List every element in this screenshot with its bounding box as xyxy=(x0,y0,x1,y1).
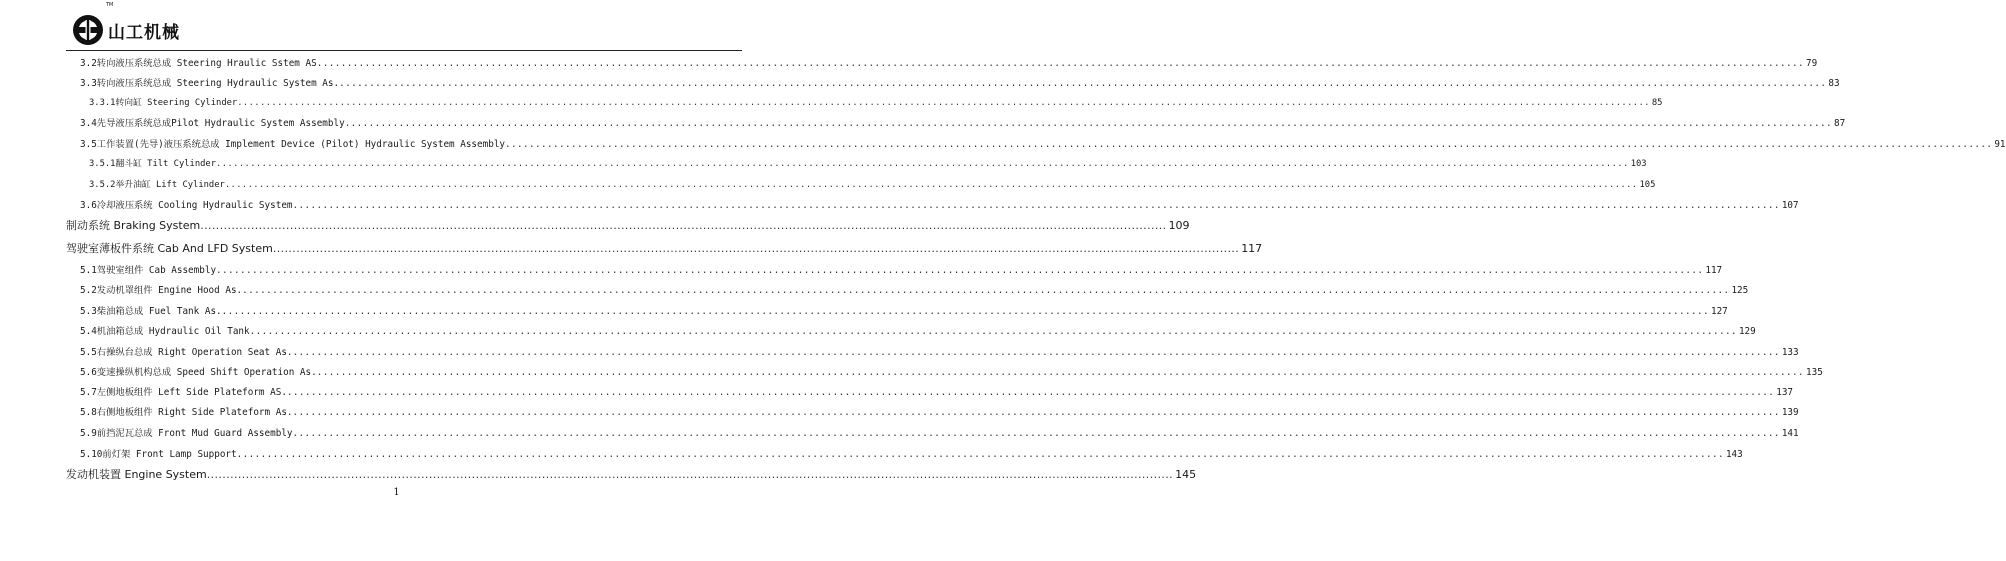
toc-entry-number: 5.10 xyxy=(80,449,103,460)
toc-entry-title: 转向缸 Steering Cylinder xyxy=(115,98,238,108)
dot-leader xyxy=(216,265,1703,276)
dot-leader xyxy=(207,468,1173,481)
dot-leader xyxy=(345,118,1832,129)
toc-entry[interactable] xyxy=(80,344,1799,358)
toc-entry[interactable] xyxy=(80,404,1799,418)
toc-entry-number: 5.9 xyxy=(80,428,97,439)
dot-leader xyxy=(293,200,1780,211)
toc-entry-title: 前灯架 Front Lamp Support xyxy=(102,449,237,460)
toc-entry-page: 127 xyxy=(1710,306,1728,317)
dot-leader xyxy=(339,78,1826,89)
toc-entry[interactable] xyxy=(80,303,1728,317)
toc-entry-title: 发动机装置 Engine System xyxy=(66,468,207,481)
toc-entry-page: 107 xyxy=(1781,200,1799,211)
toc-entry-number: 5.4 xyxy=(80,326,97,337)
toc-entry-number: 3.4 xyxy=(80,118,97,129)
toc-entry[interactable] xyxy=(80,197,1799,211)
toc-entry[interactable] xyxy=(66,217,1190,233)
dot-leader xyxy=(225,180,1638,190)
toc-entry[interactable] xyxy=(80,55,1818,69)
toc-entry[interactable] xyxy=(80,425,1799,439)
toc-entry-title: 柴油箱总成 Fuel Tank As. xyxy=(96,306,222,317)
toc-entry[interactable] xyxy=(80,446,1743,460)
toc-entry-title: 右侧地板组件 Right Side Plateform As. xyxy=(96,407,293,418)
sdlg-logo-icon xyxy=(72,14,104,46)
toc-entry-title: 驾驶室薄板件系统 Cab And LFD System xyxy=(66,242,273,255)
toc-entry-number: 5.3 xyxy=(80,306,97,317)
dot-leader xyxy=(200,219,1166,232)
toc-entry-number: 5.6 xyxy=(80,367,97,378)
toc-entry-number: 5.2 xyxy=(80,285,97,296)
toc-entry-page: 87 xyxy=(1834,118,1846,129)
toc-entry-title: 机油箱总成 Hydraulic Oil Tank xyxy=(96,326,250,337)
toc-entry-page: 117 xyxy=(1705,265,1723,276)
toc-entry-page: 109 xyxy=(1168,219,1190,232)
toc-entry-page: 133 xyxy=(1781,347,1799,358)
header-rule xyxy=(66,50,742,51)
toc-entry-title: 左侧地板组件 Left Side Plateform AS. xyxy=(96,387,287,398)
dot-leader xyxy=(273,242,1239,255)
toc-entry-page: 83 xyxy=(1828,78,1840,89)
toc-entry-number: 3.5.2 xyxy=(89,180,116,190)
toc-entry-page: 91 xyxy=(1994,139,2006,150)
toc-entry-page: 139 xyxy=(1781,407,1799,418)
toc-entry[interactable] xyxy=(89,156,1647,169)
toc-entry-page: 135 xyxy=(1806,367,1823,378)
dot-leader xyxy=(317,367,1804,378)
toc-entry[interactable] xyxy=(89,177,1656,190)
toc-entry[interactable] xyxy=(80,384,1794,398)
dot-leader xyxy=(287,387,1774,398)
toc-entry[interactable] xyxy=(66,240,1263,256)
toc-entry-number: 3.5 xyxy=(80,139,97,150)
toc-entry[interactable] xyxy=(89,95,1663,108)
page-number: 1 xyxy=(393,487,400,498)
dot-leader xyxy=(293,347,1780,358)
toc-entry[interactable] xyxy=(80,323,1756,337)
toc-entry-number: 5.8 xyxy=(80,407,97,418)
toc-entry-title: 工作装置(先导)液压系统总成 Implement Device (Pilot) Hydraulic System Assembly xyxy=(96,139,506,150)
toc-entry-number: 3.2 xyxy=(80,58,97,69)
toc-entry-title: 发动机罩组件 Engine Hood As. xyxy=(96,285,243,296)
toc-entry[interactable] xyxy=(80,262,1723,276)
toc-entry[interactable] xyxy=(80,364,1823,378)
toc-entry-number: 5.5 xyxy=(80,347,97,358)
toc-entry-title: 驾驶室组件 Cab Assembly xyxy=(96,265,217,276)
toc-entry-title: 转向液压系统总成 Steering Hydraulic System As. xyxy=(96,78,340,89)
dot-leader xyxy=(242,285,1729,296)
dot-leader xyxy=(237,449,1724,460)
dot-leader xyxy=(250,326,1737,337)
toc-entry-page: 79 xyxy=(1806,58,1818,69)
toc-entry-page: 125 xyxy=(1731,285,1749,296)
toc-entry-title: 举升油缸 Lift Cylinder xyxy=(115,180,225,190)
trademark-mark: TM xyxy=(106,2,114,8)
toc-entry-page: 143 xyxy=(1725,449,1743,460)
toc-entry-page: 85 xyxy=(1651,98,1663,108)
dot-leader xyxy=(237,98,1650,108)
dot-leader xyxy=(222,306,1709,317)
toc-entry[interactable] xyxy=(66,466,1197,482)
toc-entry-page: 137 xyxy=(1776,387,1794,398)
toc-entry[interactable] xyxy=(80,136,2006,150)
toc-entry-title: 右操纵台总成 Right Operation Seat As. xyxy=(96,347,293,358)
dot-leader xyxy=(505,139,1992,150)
toc-entry-number: 3.3 xyxy=(80,78,97,89)
toc-entry-title: 翻斗缸 Tilt Cylinder xyxy=(115,159,217,169)
toc-entry-page: 117 xyxy=(1241,242,1263,255)
toc-entry-number: 5.1 xyxy=(80,265,97,276)
toc-entry-title: 前挡泥瓦总成 Front Mud Guard Assembly xyxy=(96,428,293,439)
toc-entry-title: 先导液压系统总成Pilot Hydraulic System Assembly xyxy=(96,118,345,129)
toc-entry-page: 105 xyxy=(1639,180,1656,190)
toc-entry-title: 冷却液压系统 Cooling Hydraulic System xyxy=(96,200,293,211)
toc-entry-title: 变速操纵机构总成 Speed Shift Operation As. xyxy=(96,367,317,378)
toc-entry-page: 141 xyxy=(1781,428,1799,439)
toc-entry-number: 3.6 xyxy=(80,200,97,211)
toc-entry[interactable] xyxy=(80,282,1749,296)
toc-entry-number: 3.5.1 xyxy=(89,159,116,169)
dot-leader xyxy=(317,58,1804,69)
toc-entry-title: 转向液压系统总成 Steering Hraulic Sstem AS xyxy=(96,58,317,69)
toc-entry[interactable] xyxy=(80,75,1840,89)
dot-leader xyxy=(293,428,1780,439)
toc-entry-page: 103 xyxy=(1630,159,1647,169)
toc-entry-number: 3.3.1 xyxy=(89,98,116,108)
company-logo xyxy=(72,12,180,48)
toc-entry-title: 制动系统 Braking System xyxy=(66,219,201,232)
toc-entry-page: 129 xyxy=(1738,326,1756,337)
dot-leader xyxy=(293,407,1780,418)
toc-entry[interactable] xyxy=(80,115,1846,129)
dot-leader xyxy=(216,159,1629,169)
toc-entry-number: 5.7 xyxy=(80,387,97,398)
logo-text: 山工机械 xyxy=(108,22,180,43)
toc-entry-page: 145 xyxy=(1175,468,1197,481)
